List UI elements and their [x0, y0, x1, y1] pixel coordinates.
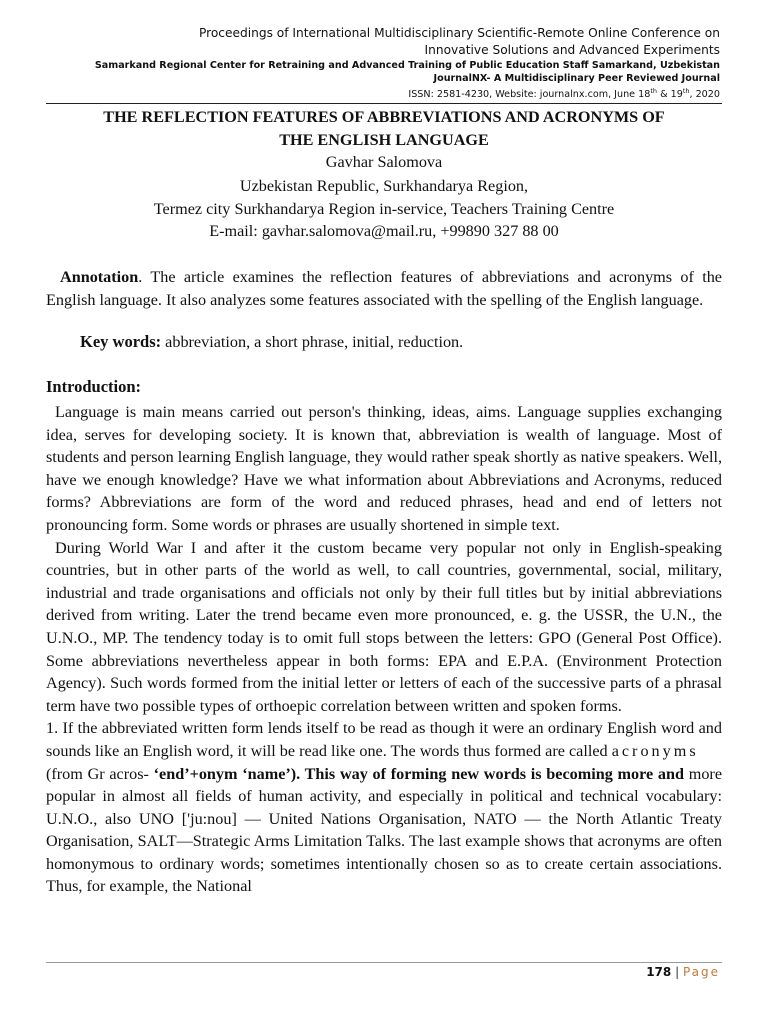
- intro-paragraph-4: [46, 763, 722, 899]
- journal-name: JournalNX- A Multidisciplinary Peer Reviewed Journal: [433, 73, 720, 84]
- intro-paragraph-4-text: more popular in almost all fields of human activity, and especially in political and technical vocabulary: U.N.O., also UNO ['ju:nou] — United Nations Organisation, NATO — the North Atlantic Treaty Organisation, SALT—Strategic Arms Limitation Talks. The last example shows that acronyms are often homonymous to ordinary words; sometimes intentionally chosen so as to create certain associations. Thus, for example, the National: [46, 764, 723, 896]
- author-affiliation-2: Termez city Surkhandarya Region in-service, Teachers Training Centre: [153, 200, 615, 218]
- issn-year: , 2020: [689, 89, 720, 101]
- author-name: Gavhar Salomova: [325, 153, 443, 171]
- intro-paragraph-2: During World War I and after it the custom became very popular not only in English-speaking countries, but in other parts of the world as well, to call countries, governmental, social, military, industrial and trade organisations and officials not only by their full titles but by initial abbreviations derived from writing. Later the trend became even more pronounced, e. g. the USSR, the U.N., the U.N.O., MP. The tendency today is to omit full stops between the letters: GPO (General Post Office). Some abbreviations nevertheless appear in both forms: EPA and E.P.A. (Environment Protection Agency). Such words formed from the initial letter or letters of each of the successive parts of a phrasal term have two possible types of orthoepic correlation between written and spoken forms.: [46, 538, 722, 715]
- annotation-text: . The article examines the reflection features of abbreviations and acronyms of the English language. It also analyzes some features associated with the spelling of the English language.: [46, 268, 722, 309]
- keywords-label: Key words:: [80, 332, 162, 351]
- footer-divider: [46, 962, 722, 963]
- article-title-line1: THE REFLECTION FEATURES OF ABBREVIATIONS AND ACRONYMS OF: [103, 108, 665, 126]
- annotation-paragraph: [46, 266, 722, 311]
- issn-text: ISSN: 2581-4230, Website: journalnx.com, June 18: [408, 89, 651, 101]
- organizer-line: Samarkand Regional Center for Retraining and Advanced Training of Public Education Staff Samarkand, Uzbekistan: [94, 60, 720, 71]
- header-divider: [46, 103, 722, 104]
- intro-paragraph-4-lead: (from Gr acros-: [46, 764, 154, 783]
- article-title-line2: THE ENGLISH LANGUAGE: [279, 131, 489, 149]
- issn-line: [408, 87, 720, 100]
- intro-paragraph-3-text: 1. If the abbreviated written form lends itself to be read as though it were an ordinary English word and sounds like an English word, it will be read like one. The words thus formed are called: [46, 719, 722, 760]
- introduction-body: [46, 401, 722, 898]
- author-affiliation-1: Uzbekistan Republic, Surkhandarya Region,: [239, 177, 529, 195]
- page-word: Page: [682, 965, 720, 979]
- page-separator: |: [671, 965, 683, 979]
- page-footer: [646, 965, 720, 979]
- annotation-label: Annotation: [60, 268, 139, 286]
- conference-title-line1: Proceedings of International Multidisciplinary Scientific-Remote Online Conference on: [198, 26, 720, 40]
- acronyms-term: acronyms: [611, 741, 699, 760]
- keywords-text: abbreviation, a short phrase, initial, reduction.: [161, 333, 464, 351]
- intro-paragraph-3: [46, 717, 722, 762]
- intro-paragraph-1: Language is main means carried out person's thinking, ideas, aims. Language supplies exchanging idea, serves for developing society. It is known that, abbreviation is wealth of language. Most of students and person learning English language, they would rather speak shortly as native speakers. Well, have we enough knowledge? Have we what information about Abbreviations and Acronyms, reduced forms? Abbreviations are form of the word and reduced phrases, head and end of letters not pronouncing form. Some words or phrases are usually shortened in simple text.: [46, 403, 722, 534]
- date-suffix-2: th: [682, 87, 690, 95]
- intro-paragraph-4-bold: ‘end’+onym ‘name’). This way of forming new words is becoming more and: [153, 764, 685, 783]
- keywords-paragraph: [46, 331, 722, 354]
- page-number: 178: [646, 965, 672, 979]
- author-contact: E-mail: gavhar.salomova@mail.ru, +99890 327 88 00: [209, 222, 559, 240]
- date-suffix-1: th: [650, 87, 658, 95]
- conference-title-line2: Innovative Solutions and Advanced Experiments: [424, 43, 720, 57]
- introduction-heading: Introduction:: [46, 377, 142, 396]
- issn-text-2: & 19: [657, 89, 683, 101]
